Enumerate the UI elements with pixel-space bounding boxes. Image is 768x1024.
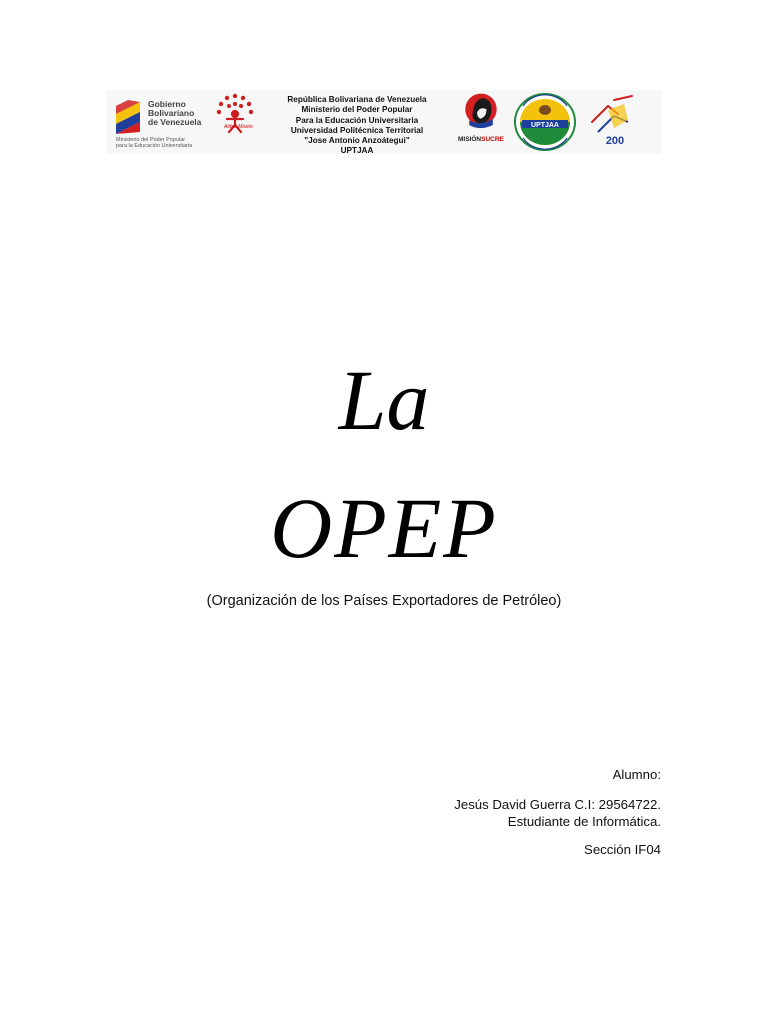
uptjaa-seal-icon bbox=[510, 92, 580, 152]
gobierno-bolivariano-logo bbox=[108, 94, 212, 149]
mision-sucre-logo-text bbox=[458, 136, 504, 143]
gov-logo-text bbox=[148, 100, 201, 127]
gov-logo-subline: Ministerio del Poder Popular bbox=[116, 137, 186, 143]
page-subtitle: (Organización de los Países Exportadores de Petróleo) bbox=[206, 593, 562, 609]
sucre-portrait-icon bbox=[456, 92, 506, 136]
uptjaa-seal-text: UPTJAA bbox=[530, 122, 560, 129]
sucre-word: SUCRE bbox=[481, 136, 504, 143]
mision-word: MISIÓN bbox=[458, 136, 482, 143]
institution-line: Para la Educación Universitaria bbox=[295, 115, 419, 125]
gov-logo-line: Bolivariano bbox=[148, 108, 195, 118]
author-label: Alumno: bbox=[612, 767, 661, 782]
gov-logo-subtext bbox=[116, 137, 192, 149]
uptjaa-seal-logo bbox=[510, 92, 580, 152]
gov-logo-line: Gobierno bbox=[148, 99, 186, 109]
author-role: Estudiante de Informática. bbox=[507, 814, 661, 829]
institution-line: Ministerio del Poder Popular bbox=[301, 105, 413, 115]
header-banner bbox=[106, 90, 662, 154]
page-title-line-1: La bbox=[338, 352, 430, 448]
gov-logo-line: de Venezuela bbox=[148, 117, 202, 127]
institution-line: República Bolivariana de Venezuela bbox=[287, 95, 427, 104]
bicentenario-text: 200 bbox=[605, 135, 625, 147]
institution-line: "Jose Antonio Anzoátegui" bbox=[304, 136, 410, 146]
bicentenario-logo bbox=[584, 92, 646, 152]
institution-line: Universidad Politécnica Territorial bbox=[290, 125, 424, 135]
aldea-logo-text: Aldea Misión bbox=[224, 124, 253, 130]
author-name: Jesús David Guerra C.I: 29564722. bbox=[454, 797, 661, 812]
institution-header bbox=[262, 95, 452, 157]
author-block bbox=[454, 766, 661, 858]
page-title-line-2: OPEP bbox=[270, 480, 498, 576]
author-section: Sección IF04 bbox=[584, 842, 661, 857]
venezuela-flag-icon bbox=[114, 100, 142, 134]
red-figure-circle-icon bbox=[210, 92, 260, 142]
institution-line: UPTJAA bbox=[340, 146, 374, 156]
aldea-logo bbox=[210, 92, 260, 142]
bicentenario-figure-icon bbox=[584, 92, 646, 152]
gov-logo-subline: para la Educación Universitaria bbox=[116, 143, 193, 149]
